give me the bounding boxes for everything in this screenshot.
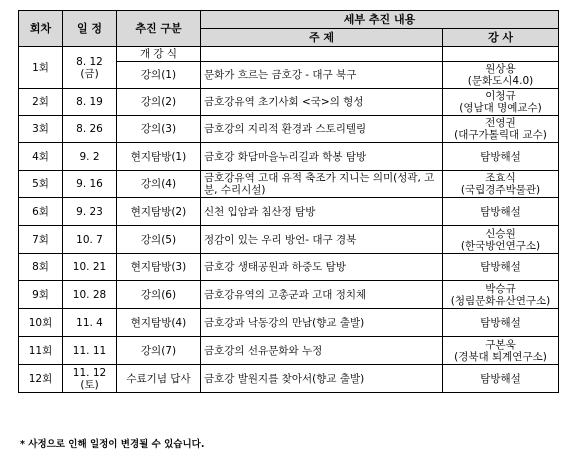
cell-lecturer (443, 198, 559, 226)
cell-empty (201, 47, 443, 62)
header-topic: 주 제 (201, 29, 443, 47)
table-row (19, 171, 559, 198)
lecturer-name: 탐방해설 (480, 205, 521, 218)
cell-topic: 금호강과 낙동강의 만남(향교 출발) (201, 309, 443, 337)
date-text: 11. 12 (72, 366, 107, 379)
table-row (19, 309, 559, 337)
cell-topic: 금호강의 지리적 환경과 스토리텔링 (201, 116, 443, 143)
cell-date (63, 47, 117, 89)
schedule-body (19, 47, 559, 393)
cell-session: 12회 (19, 365, 63, 393)
cell-topic: 금호강 생태공원과 하중도 탐방 (201, 254, 443, 281)
cell-lecturer (443, 309, 559, 337)
date-text: 10. 28 (72, 288, 107, 301)
cell-topic: 문화가 흐르는 금호강 - 대구 북구 (201, 62, 443, 89)
lecturer-name: 신승원 (485, 227, 516, 240)
cell-lecturer (443, 365, 559, 393)
lecturer-name: 전영권 (485, 117, 516, 129)
cell-date (63, 309, 117, 337)
table-row (19, 281, 559, 309)
header-lecturer: 강 사 (443, 29, 559, 47)
cell-type: 강의(5) (117, 226, 201, 254)
cell-session: 5회 (19, 171, 63, 198)
lecturer-affiliation: (한국방언연구소) (460, 239, 541, 252)
cell-session: 7회 (19, 226, 63, 254)
cell-type: 현지탐방(1) (117, 143, 201, 171)
cell-topic: 금호강유역의 고총군과 고대 정치체 (201, 281, 443, 309)
cell-type: 현지탐방(4) (117, 309, 201, 337)
cell-lecturer (443, 226, 559, 254)
cell-date (63, 281, 117, 309)
cell-type: 강의(7) (117, 337, 201, 365)
cell-empty (443, 47, 559, 62)
date-text: 10. 21 (72, 261, 107, 273)
cell-type: 수료기념 답사 (117, 365, 201, 393)
cell-lecturer (443, 143, 559, 171)
lecturer-affiliation: (경북대 퇴계연구소) (454, 350, 547, 363)
cell-topic: 금호강 화담마을누리길과 학봉 탐방 (201, 143, 443, 171)
cell-topic: 정감이 있는 우리 방언- 대구 경북 (201, 226, 443, 254)
table-row (19, 116, 559, 143)
cell-topic: 금호강유역 초기사회 <국>의 형성 (201, 89, 443, 116)
lecturer-affiliation: (대구가톨릭대 교수) (454, 129, 547, 141)
cell-lecturer (443, 89, 559, 116)
cell-type: 강의(1) (117, 62, 201, 89)
table-row-opening (19, 47, 559, 62)
cell-date (63, 89, 117, 116)
cell-type: 강의(6) (117, 281, 201, 309)
cell-date (63, 254, 117, 281)
header-type: 추진 구분 (117, 11, 201, 47)
cell-type: 강의(4) (117, 171, 201, 198)
lecturer-name: 조효식 (485, 172, 516, 184)
date-text: 11. 11 (72, 344, 107, 357)
cell-lecturer (443, 116, 559, 143)
date-text: 9. 23 (76, 205, 103, 218)
cell-type: 강의(3) (117, 116, 201, 143)
cell-date (63, 365, 117, 393)
cell-date (63, 337, 117, 365)
cell-date (63, 198, 117, 226)
lecturer-name: 탐방해설 (480, 261, 521, 273)
cell-lecturer (443, 62, 559, 89)
schedule-note: * 사정으로 인해 일정이 변경될 수 있습니다. (20, 439, 205, 450)
cell-lecturer (443, 171, 559, 198)
cell-session: 11회 (19, 337, 63, 365)
cell-topic: 신천 입암과 침산정 탐방 (201, 198, 443, 226)
cell-date (63, 143, 117, 171)
date-text: 8. 26 (76, 123, 103, 135)
schedule-table (18, 10, 559, 393)
lecturer-name: 원상용 (485, 63, 516, 75)
cell-type: 현지탐방(2) (117, 198, 201, 226)
cell-lecturer (443, 337, 559, 365)
date-text: 8. 19 (76, 96, 103, 108)
cell-date (63, 226, 117, 254)
header-session: 회차 (19, 11, 63, 47)
cell-type: 강의(2) (117, 89, 201, 116)
table-row (19, 254, 559, 281)
header-detail: 세부 추진 내용 (201, 11, 559, 29)
date-text: 8. 12 (76, 55, 103, 68)
lecturer-affiliation: (영남대 명예교수) (459, 102, 542, 114)
cell-date (63, 116, 117, 143)
cell-session: 3회 (19, 116, 63, 143)
header-date: 일 정 (63, 11, 117, 47)
lecturer-name: 탐방해설 (480, 372, 521, 385)
date-text: 9. 16 (76, 178, 103, 190)
cell-session: 2회 (19, 89, 63, 116)
cell-session: 9회 (19, 281, 63, 309)
lecturer-affiliation: (문화도시4.0) (467, 75, 534, 87)
cell-lecturer (443, 254, 559, 281)
table-row (19, 337, 559, 365)
cell-session: 6회 (19, 198, 63, 226)
cell-session: 4회 (19, 143, 63, 171)
cell-session: 1회 (19, 47, 63, 89)
table-row (19, 89, 559, 116)
table-row (19, 365, 559, 393)
table-row (19, 198, 559, 226)
lecturer-name: 구본욱 (485, 338, 516, 351)
cell-session: 8회 (19, 254, 63, 281)
cell-type: 현지탐방(3) (117, 254, 201, 281)
lecturer-name: 이청규 (485, 90, 516, 102)
date-weekday: (금) (80, 67, 99, 80)
lecturer-name: 박승규 (485, 282, 516, 295)
lecturer-affiliation: (청림문화유산연구소) (450, 294, 551, 307)
cell-session: 10회 (19, 309, 63, 337)
opening-ceremony: 개 강 식 (117, 47, 201, 62)
cell-lecturer (443, 281, 559, 309)
table-row (19, 226, 559, 254)
lecturer-name: 탐방해설 (480, 316, 521, 329)
cell-topic: 금호강 발원지를 찾아서(향교 출발) (201, 365, 443, 393)
date-weekday: (토) (80, 378, 99, 391)
lecturer-affiliation: (국립경주박물관) (460, 184, 541, 196)
date-text: 11. 4 (76, 316, 103, 329)
table-row (19, 143, 559, 171)
cell-date (63, 171, 117, 198)
cell-topic: 금호강의 선유문화와 누정 (201, 337, 443, 365)
date-text: 10. 7 (76, 233, 103, 246)
date-text: 9. 2 (79, 150, 100, 163)
cell-topic: 금호강유역 고대 유적 축조가 지니는 의미(성곽, 고분, 수리시설) (201, 171, 443, 198)
lecturer-name: 탐방해설 (480, 150, 521, 163)
